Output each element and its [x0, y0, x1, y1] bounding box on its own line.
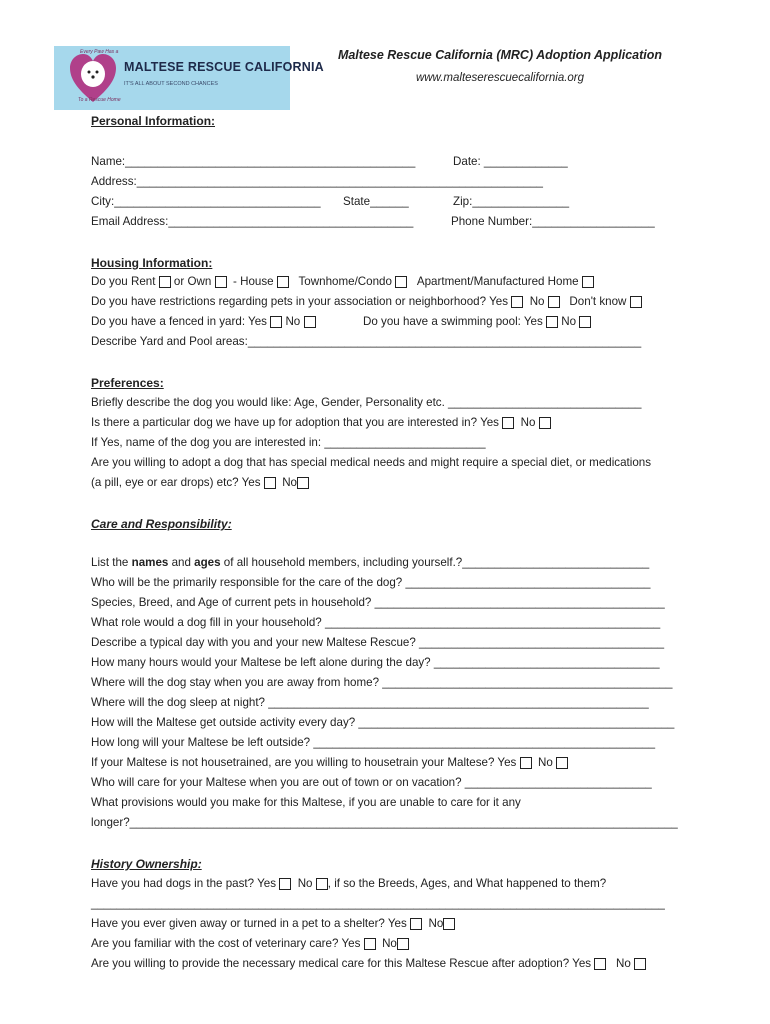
apartment-label: Apartment/Manufactured Home	[416, 275, 579, 288]
particular-dog-label: Is there a particular dog we have up for adoption that you are interested in? Yes	[91, 416, 499, 429]
logo-tagline: IT'S ALL ABOUT SECOND CHANCES	[124, 81, 218, 87]
special-needs-row	[91, 476, 309, 490]
restrictions-row	[91, 295, 642, 309]
logo-arc-bottom: To a Rescue Home	[78, 97, 121, 103]
own-checkbox[interactable]	[215, 276, 227, 288]
past-dogs-label: Have you had dogs in the past? Yes	[91, 877, 276, 890]
logo-brand-name: MALTESE RESCUE CALIFORNIA	[124, 60, 324, 74]
house-label: - House	[232, 275, 274, 288]
past-dogs-yes-checkbox[interactable]	[279, 878, 291, 890]
rent-checkbox[interactable]	[159, 276, 171, 288]
pool-no-checkbox[interactable]	[579, 316, 591, 328]
pool-yes-checkbox[interactable]	[546, 316, 558, 328]
typical-day-field[interactable]: Describe a typical day with you and your new Maltese Rescue? ______________________________________	[91, 636, 665, 649]
left-outside-field[interactable]: How long will your Maltese be left outside? _____________________________________________________	[91, 736, 656, 749]
household-text-2: and	[168, 556, 195, 569]
city-field[interactable]: City:________________________________	[91, 195, 321, 208]
form-title: Maltese Rescue California (MRC) Adoption Application	[337, 48, 663, 62]
household-members-field[interactable]	[91, 556, 649, 570]
zip-field[interactable]: Zip:_______________	[453, 195, 570, 208]
dog-role-field[interactable]: What role would a dog fill in your household? ____________________________________________________	[91, 616, 661, 629]
house-checkbox[interactable]	[277, 276, 289, 288]
housetrain-no-checkbox[interactable]	[556, 757, 568, 769]
dog-name-field[interactable]: If Yes, name of the dog you are interested in: _________________________	[91, 436, 486, 449]
townhome-checkbox[interactable]	[395, 276, 407, 288]
residence-type-row	[91, 275, 594, 289]
dog-stay-field[interactable]: Where will the dog stay when you are away from home? _____________________________________________	[91, 676, 673, 689]
townhome-label: Townhome/Condo	[298, 275, 392, 288]
personal-heading: Personal Information:	[91, 114, 216, 128]
particular-dog-row	[91, 416, 551, 430]
date-field[interactable]: Date: _____________	[453, 155, 568, 168]
fenced-no-label: No	[285, 315, 301, 328]
medical-care-row	[91, 957, 646, 971]
particular-yes-checkbox[interactable]	[502, 417, 514, 429]
pool-row	[363, 315, 591, 329]
housing-heading: Housing Information:	[91, 256, 213, 270]
provisions-field[interactable]: longer?_____________________________________________________________________________________	[91, 816, 678, 829]
given-away-yes-checkbox[interactable]	[410, 918, 422, 930]
medical-care-no-checkbox[interactable]	[634, 958, 646, 970]
special-needs-no-label: No	[282, 476, 298, 489]
special-needs-question: Are you willing to adopt a dog that has special medical needs and might require a special diet, or medications	[91, 456, 652, 469]
special-needs-label: (a pill, eye or ear drops) etc? Yes	[91, 476, 261, 489]
housetrain-yes-checkbox[interactable]	[520, 757, 532, 769]
given-away-no-label: No	[428, 917, 444, 930]
website-url: www.malteserescuecalifornia.org	[415, 72, 585, 84]
logo-banner	[54, 46, 324, 110]
fenced-label: Do you have a fenced in yard: Yes	[91, 315, 267, 328]
vet-cost-row	[91, 937, 409, 951]
own-label: or Own	[173, 275, 212, 288]
vet-cost-no-checkbox[interactable]	[397, 938, 409, 950]
responsible-field[interactable]: Who will be the primarily responsible for the care of the dog? ______________________________________	[91, 576, 651, 589]
pool-no-label: No	[561, 315, 577, 328]
yard-pool-field[interactable]: Describe Yard and Pool areas:_____________________________________________________________	[91, 335, 642, 348]
apartment-checkbox[interactable]	[582, 276, 594, 288]
household-text-3: of all household members, including yourself.?_____________________________	[220, 556, 650, 569]
restrictions-no-label: No	[529, 295, 545, 308]
dont-know-label: Don't know	[569, 295, 627, 308]
special-needs-no-checkbox[interactable]	[297, 477, 309, 489]
particular-no-label: No	[520, 416, 536, 429]
medical-care-label: Are you willing to provide the necessary medical care for this Maltese Rescue after adoption? Yes	[91, 957, 592, 970]
particular-no-checkbox[interactable]	[539, 417, 551, 429]
care-heading: Care and Responsibility:	[91, 517, 232, 531]
provisions-question: What provisions would you make for this Maltese, if you are unable to care for it any	[91, 796, 521, 809]
vacation-care-field[interactable]: Who will care for your Maltese when you are out of town or on vacation? _____________________________	[91, 776, 652, 789]
logo-arc-top: Every Paw Has a	[80, 49, 119, 55]
past-dogs-tail: , if so the Breeds, Ages, and What happened to them?	[327, 877, 607, 890]
current-pets-field[interactable]: Species, Breed, and Age of current pets in household? _____________________________________________	[91, 596, 665, 609]
restrictions-yes-checkbox[interactable]	[511, 296, 523, 308]
email-field[interactable]: Email Address:______________________________________	[91, 215, 414, 228]
state-field[interactable]: State______	[343, 195, 409, 208]
preferences-heading: Preferences:	[91, 376, 164, 390]
address-field[interactable]: Address:_______________________________________________________________	[91, 175, 543, 188]
phone-field[interactable]: Phone Number:___________________	[451, 215, 655, 228]
past-dogs-no-checkbox[interactable]	[316, 878, 328, 890]
history-heading: History Ownership:	[91, 857, 202, 871]
housetrain-label: If your Maltese is not housetrained, are you willing to housetrain your Maltese? Yes	[91, 756, 517, 769]
fenced-no-checkbox[interactable]	[304, 316, 316, 328]
hours-alone-field[interactable]: How many hours would your Maltese be left alone during the day? ___________________________________	[91, 656, 660, 669]
past-dogs-no-label: No	[297, 877, 313, 890]
vet-cost-yes-checkbox[interactable]	[364, 938, 376, 950]
medical-care-no-label: No	[616, 957, 631, 970]
name-field[interactable]: Name:_____________________________________________	[91, 155, 416, 168]
special-needs-yes-checkbox[interactable]	[264, 477, 276, 489]
past-dogs-row	[91, 877, 606, 891]
past-dogs-field[interactable]: _________________________________________________________________________________________	[91, 897, 665, 910]
household-text-1: List the	[91, 556, 132, 569]
rent-label: Do you Rent	[91, 275, 156, 288]
housetrain-no-label: No	[538, 756, 553, 769]
vet-cost-no-label: No	[382, 937, 397, 950]
vet-cost-label: Are you familiar with the cost of veterinary care? Yes	[91, 937, 361, 950]
given-away-no-checkbox[interactable]	[443, 918, 455, 930]
describe-dog-field[interactable]: Briefly describe the dog you would like: Age, Gender, Personality etc. ______________________________	[91, 396, 642, 409]
restrictions-no-checkbox[interactable]	[548, 296, 560, 308]
fenced-yes-checkbox[interactable]	[270, 316, 282, 328]
restrictions-label: Do you have restrictions regarding pets in your association or neighborhood? Yes	[91, 295, 508, 308]
medical-care-yes-checkbox[interactable]	[594, 958, 606, 970]
dog-sleep-field[interactable]: Where will the dog sleep at night? ___________________________________________________________	[91, 696, 649, 709]
pool-label: Do you have a swimming pool: Yes	[363, 315, 543, 328]
given-away-label: Have you ever given away or turned in a pet to a shelter? Yes	[91, 917, 407, 930]
dont-know-checkbox[interactable]	[630, 296, 642, 308]
housetrain-row	[91, 756, 568, 770]
fenced-row	[91, 315, 316, 329]
outside-activity-field[interactable]: How will the Maltese get outside activity every day? _________________________________________________	[91, 716, 675, 729]
household-names-bold: names	[131, 556, 169, 569]
given-away-row	[91, 917, 455, 931]
household-ages-bold: ages	[194, 556, 221, 569]
